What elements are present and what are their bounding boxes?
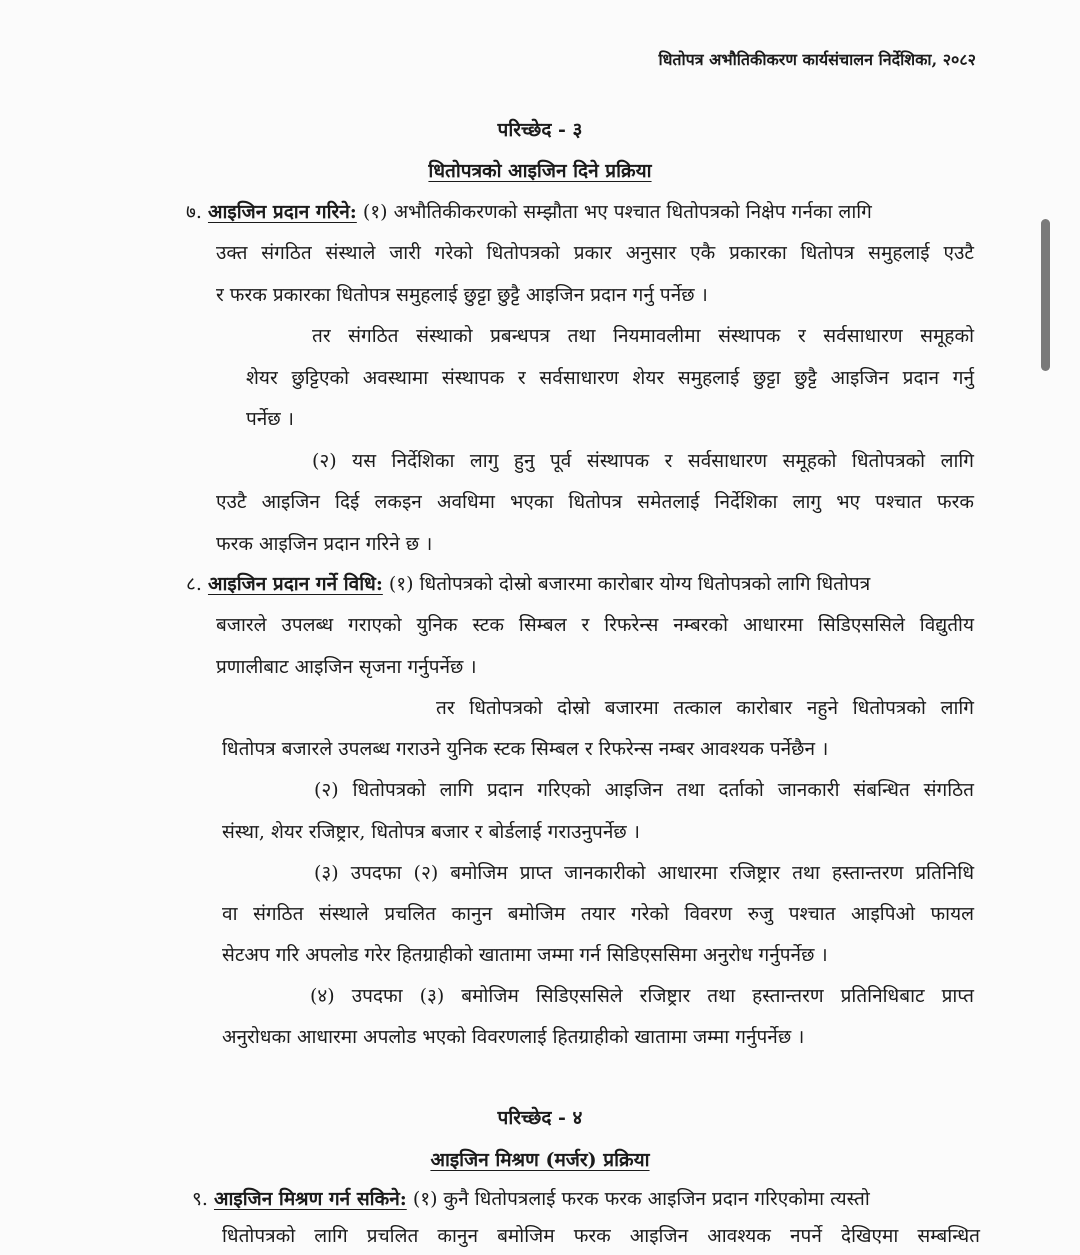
section-8-line-1 xyxy=(186,572,974,596)
chapter-3-label: परिच्छेद - ३ xyxy=(497,119,583,141)
section-7-text-1: (१) अभौतिकीकरणको सम्झौता भए पश्चात धितोपत्रको निक्षेप गर्नका लागि xyxy=(362,201,872,223)
section-9-number: ९. xyxy=(192,1188,208,1210)
section-8-sub-4-line-2: अनुरोधका आधारमा अपलोड भएको विवरणलाई हितग्राहीको खातामा जम्मा गर्नुपर्नेछ । xyxy=(222,1026,805,1048)
section-7-line-3: र फरक प्रकारका धितोपत्र समुहलाई छुट्टा छुट्टै आइजिन प्रदान गर्नु पर्नेछ । xyxy=(216,284,708,306)
running-header: धितोपत्र अभौतिकीकरण कार्यसंचालन निर्देशिका, २०८२ xyxy=(658,50,976,69)
section-9-text-1: (१) कुनै धितोपत्रलाई फरक फरक आइजिन प्रदान गरिएकोमा त्यस्तो xyxy=(412,1188,870,1210)
section-8-line-3: प्रणालीबाट आइजिन सृजना गर्नुपर्नेछ । xyxy=(216,656,477,678)
section-8-heading: आइजिन प्रदान गर्ने विधि: xyxy=(207,573,383,595)
section-7-line-2: उक्त संगठित संस्थाले जारी गरेको धितोपत्रको प्रकार अनुसार एकै प्रकारका धितोपत्र समुहलाई एउटै xyxy=(216,242,974,264)
section-8-sub-3-line-1: (३) उपदफा (२) बमोजिम प्राप्त जानकारीको आधारमा रजिष्ट्रार तथा हस्तान्तरण प्रतिनिधि xyxy=(314,862,974,884)
section-8-line-2: बजारले उपलब्ध गराएको युनिक स्टक सिम्बल र रिफरेन्स नम्बरको आधारमा सिडिएससिले विद्युतीय xyxy=(216,614,974,636)
chapter-4-label: परिच्छेद - ४ xyxy=(497,1107,583,1129)
section-7-sub-2-line-1: (२) यस निर्देशिका लागु हुनु पूर्व संस्थापक र सर्वसाधारण समूहको धितोपत्रको लागि xyxy=(312,450,974,472)
section-8-text-1: (१) धितोपत्रको दोस्रो बजारमा कारोबार योग्य धितोपत्रको लागि धितोपत्र xyxy=(388,573,871,595)
vertical-scrollbar[interactable] xyxy=(1041,219,1050,371)
section-7-proviso-line-2: शेयर छुट्टिएको अवस्थामा संस्थापक र सर्वसाधारण शेयर समुहलाई छुट्टा छुट्टै आइजिन प्रदान गर्नु xyxy=(246,367,974,389)
section-7-sub-2-line-2: एउटै आइजिन दिई लकइन अवधिमा भएका धितोपत्र समेतलाई निर्देशिका लागु भए पश्चात फरक xyxy=(216,491,974,513)
section-8-number: ८. xyxy=(186,573,202,595)
section-8-sub-4-line-1: (४) उपदफा (३) बमोजिम सिडिएससिले रजिष्ट्रार तथा हस्तान्तरण प्रतिनिधिबाट प्राप्त xyxy=(310,985,974,1007)
chapter-4-title: आइजिन मिश्रण (मर्जर) प्रक्रिया xyxy=(430,1149,650,1171)
chapter-3-title: धितोपत्रको आइजिन दिने प्रक्रिया xyxy=(428,160,652,182)
section-8-sub-3-line-2: वा संगठित संस्थाले प्रचलित कानुन बमोजिम तयार गरेको विवरण रुजु पश्चात आइपिओ फायल xyxy=(222,903,974,925)
section-7-heading: आइजिन प्रदान गरिने: xyxy=(207,201,357,223)
section-7-number: ७. xyxy=(186,201,202,223)
section-8-sub-2-line-2: संस्था, शेयर रजिष्ट्रार, धितोपत्र बजार र बोर्डलाई गराउनुपर्नेछ । xyxy=(222,821,640,843)
section-7-proviso-line-1: तर संगठित संस्थाको प्रबन्धपत्र तथा नियमावलीमा संस्थापक र सर्वसाधारण समूहको xyxy=(312,325,974,347)
section-8-sub-3-line-3: सेटअप गरि अपलोड गरेर हितग्राहीको खातामा जम्मा गर्न सिडिएससिमा अनुरोध गर्नुपर्नेछ । xyxy=(222,944,828,966)
section-9-line-1 xyxy=(192,1187,980,1211)
section-8-sub-2-line-1: (२) धितोपत्रको लागि प्रदान गरिएको आइजिन तथा दर्ताको जानकारी संबन्धित संगठित xyxy=(314,779,974,801)
section-7-sub-2-line-3: फरक आइजिन प्रदान गरिने छ । xyxy=(216,533,433,555)
section-9-heading: आइजिन मिश्रण गर्न सकिने: xyxy=(213,1188,407,1210)
section-8-proviso-line-2: धितोपत्र बजारले उपलब्ध गराउने युनिक स्टक सिम्बल र रिफरेन्स नम्बर आवश्यक पर्नेछैन । xyxy=(222,738,829,760)
section-9-line-2: धितोपत्रको लागि प्रचलित कानुन बमोजिम फरक आइजिन आवश्यक नपर्ने देखिएमा सम्बन्धित xyxy=(222,1225,980,1247)
section-8-proviso-line-1: तर धितोपत्रको दोस्रो बजारमा तत्काल कारोबार नहुने धितोपत्रको लागि xyxy=(436,697,974,719)
section-7-proviso-line-3: पर्नेछ । xyxy=(246,408,294,430)
section-7-line-1 xyxy=(186,200,974,224)
